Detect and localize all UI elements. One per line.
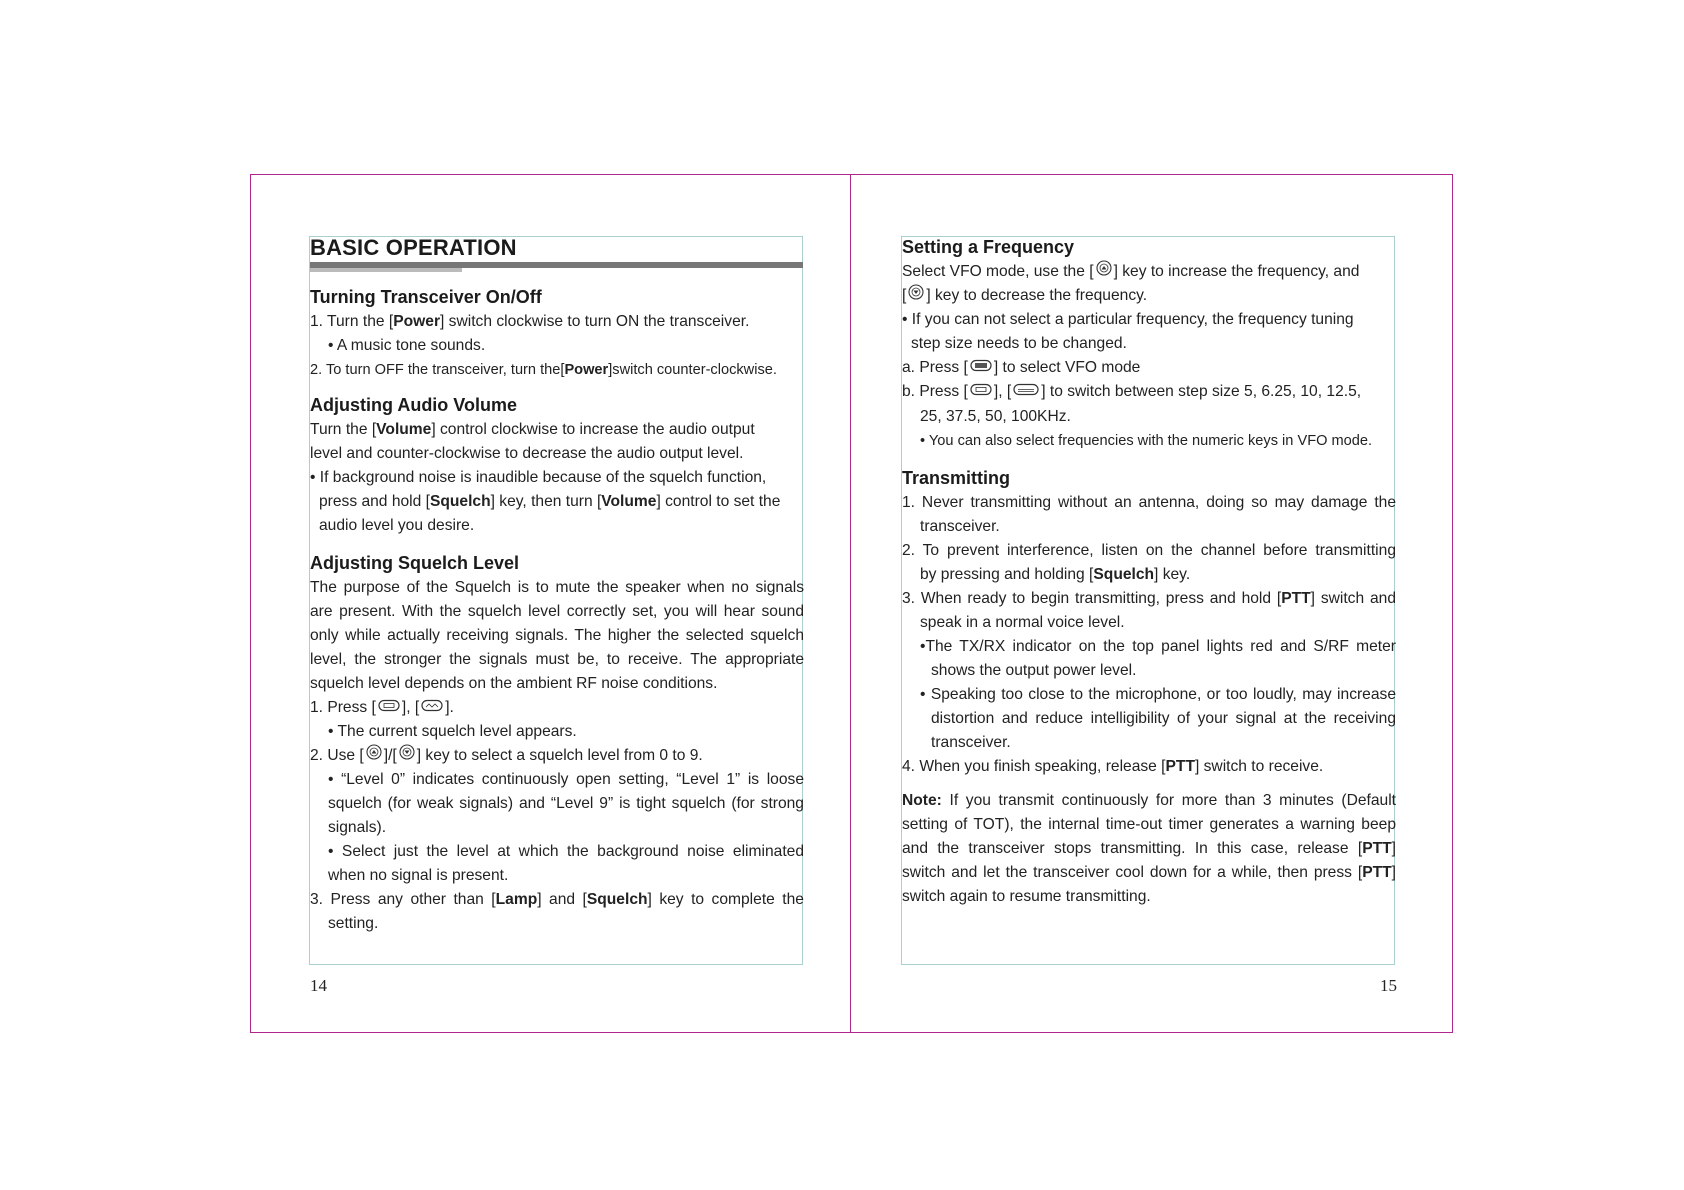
bullet-line: • Speaking too close to the microphone, or too loudly, may increase — [920, 685, 1396, 703]
paragraph-line: squelch (for weak signals) and “Level 9” is tight squelch (for strong — [328, 795, 804, 813]
bullet-line: • If you can not select a particular frequency, the frequency tuning — [902, 311, 1354, 329]
paragraph-line: 2. To turn OFF the transceiver, turn the[Power]switch counter-clockwise. — [310, 362, 777, 378]
bullet-line: • The current squelch level appears. — [328, 723, 577, 741]
paragraph-line: setting. — [328, 915, 379, 933]
function-key-icon — [378, 696, 400, 720]
step-line: a. Press [ ] to select VFO mode — [902, 356, 1402, 380]
down-arrow-key-icon — [908, 284, 924, 308]
section-title-transmitting: Transmitting — [902, 467, 1011, 488]
step-line: 2. To prevent interference, listen on the channel before transmitting — [902, 541, 1396, 559]
paragraph-line: signals). — [328, 819, 387, 837]
paragraph-line: transceiver. — [920, 517, 1000, 535]
step-line: 3. When ready to begin transmitting, press and hold [PTT] switch and — [902, 589, 1396, 607]
page-number-right: 15 — [1380, 976, 1397, 995]
step-line: 1. Press [ ], [ ]. — [310, 696, 810, 720]
note-line: switch and let the transceiver cool down for a while, then press [PTT] — [902, 863, 1396, 881]
step-line: 2. Use [ ]/[ ] key to select a squelch level from 0 to 9. — [310, 744, 810, 768]
paragraph-line: press and hold [Squelch] key, then turn [Volume] control to set the — [319, 493, 781, 510]
paragraph-line: 1. Turn the [Power] switch clockwise to turn ON the transceiver. — [310, 313, 750, 330]
right-page — [902, 234, 1402, 909]
note-line: Note: If you transmit continuously for more than 3 minutes (Default — [902, 791, 1396, 809]
note-line: setting of TOT), the internal time-out timer generates a warning beep — [902, 815, 1396, 833]
bullet-line: • A music tone sounds. — [328, 337, 486, 354]
section-title-on-off: Turning Transceiver On/Off — [310, 287, 542, 307]
function-key-icon — [970, 380, 992, 404]
paragraph-line: [ ] key to decrease the frequency. — [902, 284, 1402, 308]
paragraph-line: step size needs to be changed. — [911, 335, 1127, 353]
paragraph-line: audio level you desire. — [319, 517, 475, 534]
bullet-line: • Select just the level at which the background noise eliminated — [328, 843, 804, 861]
paragraph-line: only while actually receiving signals. The higher the selected squelch — [310, 627, 804, 644]
paragraph-line: level and counter-clockwise to decrease the audio output level. — [310, 445, 744, 462]
paragraph-line: Select VFO mode, use the [ ] key to increase the frequency, and — [902, 260, 1402, 284]
bullet-line: • “Level 0” indicates continuously open setting, “Level 1” is loose — [328, 771, 804, 789]
step-key-icon — [1013, 380, 1039, 404]
squelch-menu-key-icon — [421, 696, 443, 720]
paragraph-line: squelch level depends on the ambient RF noise conditions. — [310, 675, 718, 692]
page-number-left: 14 — [310, 976, 327, 995]
paragraph-line: transceiver. — [931, 733, 1011, 751]
section-title-volume: Adjusting Audio Volume — [310, 395, 517, 415]
paragraph-line: level, the stronger the signals must be, to receive. The appropriate — [310, 651, 804, 668]
paragraph-line: by pressing and holding [Squelch] key. — [920, 565, 1191, 583]
bullet-line: •The TX/RX indicator on the top panel lights red and S/RF meter — [920, 637, 1396, 655]
paragraph-line: speak in a normal voice level. — [920, 613, 1125, 631]
paragraph-line: Turn the [Volume] control clockwise to increase the audio output — [310, 421, 755, 438]
vfo-mr-key-icon — [970, 356, 992, 380]
down-arrow-key-icon — [399, 744, 415, 768]
chapter-title: BASIC OPERATION — [310, 235, 517, 260]
up-arrow-key-icon — [1096, 260, 1112, 284]
note-line: and the transceiver stops transmitting. In this case, release [PTT] — [902, 839, 1396, 857]
section-title-squelch: Adjusting Squelch Level — [310, 553, 520, 573]
step-line: 3. Press any other than [Lamp] and [Squelch] key to complete the — [310, 891, 804, 909]
paragraph-line: when no signal is present. — [328, 867, 509, 885]
paragraph-line: The purpose of the Squelch is to mute the speaker when no signals — [310, 579, 804, 596]
step-line: 4. When you finish speaking, release [PTT] switch to receive. — [902, 757, 1324, 775]
paragraph-line: are present. With the squelch level correctly set, you will hear sound — [310, 603, 804, 620]
bullet-line: • If background noise is inaudible because of the squelch function, — [310, 469, 767, 486]
step-line: 1. Never transmitting without an antenna, doing so may damage the — [902, 493, 1396, 511]
paragraph-line: 25, 37.5, 50, 100KHz. — [920, 407, 1071, 425]
up-arrow-key-icon — [366, 744, 382, 768]
paragraph-line: distortion and reduce intelligibility of your signal at the receiving — [931, 709, 1396, 727]
section-title-frequency: Setting a Frequency — [902, 237, 1075, 257]
paragraph-line: shows the output power level. — [931, 661, 1137, 679]
left-page — [310, 234, 810, 936]
page-divider — [850, 174, 851, 1033]
step-line: b. Press [ ], [ ] to switch between step size 5, 6.25, 10, 12.5, — [902, 380, 1402, 404]
bullet-line: • You can also select frequencies with the numeric keys in VFO mode. — [920, 432, 1373, 449]
note-line: switch again to resume transmitting. — [902, 887, 1151, 905]
